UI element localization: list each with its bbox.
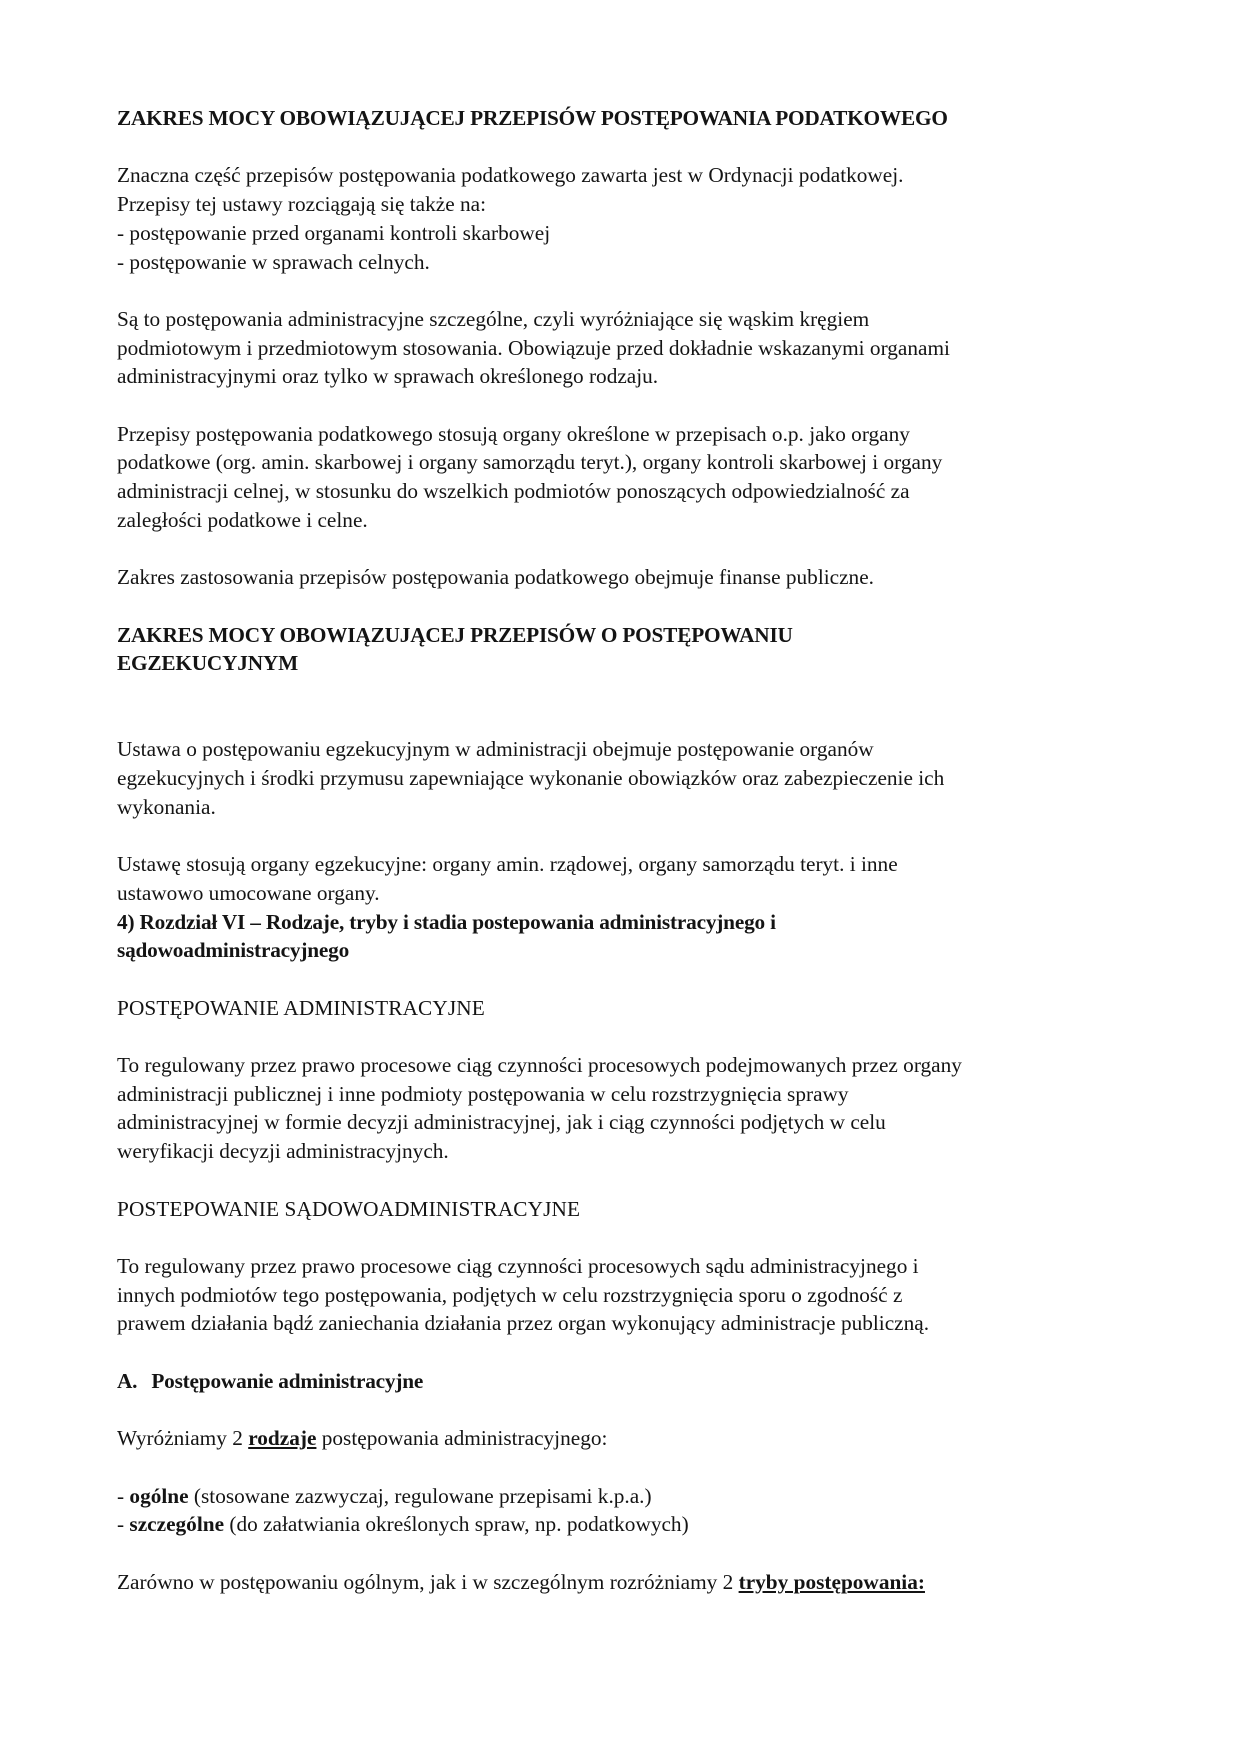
emphasis-modes: tryby postępowania: [738, 1569, 925, 1594]
list-term: szczególne [129, 1512, 225, 1537]
text-line: Ustawę stosują organy egzekucyjne: organy amin. rządowej, organy samorządu teryt. i inne [117, 852, 898, 877]
heading-line: sądowoadministracyjnego [117, 938, 350, 963]
list-dash: - [117, 1512, 130, 1537]
text-line: To regulowany przez prawo procesowe ciąg czynności procesowych podejmowanych przez organy [117, 1053, 962, 1078]
list-description: (do załatwiania określonych spraw, np. podatkowych) [224, 1512, 689, 1537]
text-line: To regulowany przez prawo procesowe ciąg czynności procesowych sądu administracyjnego i [117, 1253, 919, 1278]
list-item: - postępowanie w sprawach celnych. [117, 249, 430, 274]
text-fragment: Zarówno w postępowaniu ogólnym, jak i w szczególnym rozróżniamy 2 [117, 1569, 739, 1594]
heading-line: 4) Rozdział VI – Rodzaje, tryby i stadia postepowania administracyjnego i [117, 909, 776, 934]
paragraph-tax-organs [117, 420, 1122, 535]
list-item-special [117, 1510, 1122, 1539]
list-dash: - [117, 1483, 130, 1508]
list-item: - postępowanie przed organami kontroli skarbowej [117, 220, 551, 245]
heading-line: ZAKRES MOCY OBOWIĄZUJĄCEJ PRZEPISÓW O POSTĘPOWANIU [117, 622, 793, 647]
text-line: administracji publicznej i inne podmioty postępowania w celu rozstrzygnięcia sprawy [117, 1081, 849, 1106]
paragraph-administrative-definition [117, 1051, 1122, 1166]
text-line: administracyjnymi oraz tylko w sprawach określonego rodzaju. [117, 364, 659, 389]
emphasis-types: rodzaje [248, 1426, 317, 1451]
text-line: Są to postępowania administracyjne szczególne, czyli wyróżniające się wąskim kręgiem [117, 306, 870, 331]
section-marker: A. [117, 1368, 138, 1393]
text-line: Przepisy tej ustawy rozciągają się także na: [117, 192, 486, 217]
text-line: prawem działania bądź zaniechania działania przez organ wykonujący administracje publiczną. [117, 1311, 930, 1336]
list-term: ogólne [129, 1483, 189, 1508]
text-line: ustawowo umocowane organy. [117, 880, 380, 905]
list-item-general [117, 1482, 1122, 1511]
text-line: wykonania. [117, 794, 216, 819]
heading-section-a [117, 1367, 1122, 1396]
text-line: podmiotowym i przedmiotowym stosowania. Obowiązuje przed dokładnie wskazanymi organami [117, 335, 950, 360]
paragraph-scope [117, 563, 1122, 592]
heading-administrative-procedure: POSTĘPOWANIE ADMINISTRACYJNE [117, 995, 485, 1020]
text-line: weryfikacji decyzji administracyjnych. [117, 1139, 449, 1164]
text-line: administracji celnej, w stosunku do wszelkich podmiotów ponoszących odpowiedzialność za [117, 479, 910, 504]
paragraph-enforcement-organs [117, 850, 1122, 907]
text-line: Ustawa o postępowaniu egzekucyjnym w administracji obejmuje postępowanie organów [117, 737, 874, 762]
heading-court-procedure: POSTEPOWANIE SĄDOWOADMINISTRACYJNE [117, 1196, 581, 1221]
section-title: Postępowanie administracyjne [151, 1368, 424, 1393]
paragraph-tax-ordinance [117, 161, 1122, 276]
text-line: Znaczna część przepisów postępowania podatkowego zawarta jest w Ordynacji podatkowej. [117, 163, 904, 188]
text-fragment: Wyróżniamy 2 [117, 1426, 249, 1451]
text-line: egzekucyjnych i środki przymusu zapewniające wykonanie obowiązków oraz zabezpieczenie ich [117, 766, 945, 791]
paragraph-modes [117, 1568, 1122, 1597]
text-line: administracyjnej w formie decyzji administracyjnej, jak i ciąg czynności podjętych w celu [117, 1110, 886, 1135]
text-line: zaległości podatkowe i celne. [117, 507, 368, 532]
heading-line: EGZEKUCYJNYM [117, 651, 298, 676]
paragraph-court-definition [117, 1252, 1122, 1338]
text-line: Przepisy postępowania podatkowego stosują organy określone w przepisach o.p. jako organy [117, 421, 910, 446]
text-fragment: postępowania administracyjnego: [316, 1426, 608, 1451]
heading-chapter-vi [117, 908, 1122, 965]
heading-enforcement-procedure [117, 621, 1122, 678]
heading-tax-procedure: ZAKRES MOCY OBOWIĄZUJĄCEJ PRZEPISÓW POSTĘPOWANIA PODATKOWEGO [117, 106, 948, 130]
text-line: podatkowe (org. amin. skarbowej i organy samorządu teryt.), organy kontroli skarbowej i organy [117, 450, 943, 475]
list-description: (stosowane zazwyczaj, regulowane przepisami k.p.a.) [188, 1483, 652, 1508]
paragraph-special-procedures [117, 305, 1122, 391]
types-list [117, 1482, 1122, 1539]
paragraph-enforcement-act [117, 735, 1122, 821]
text-line: innych podmiotów tego postępowania, podjętych w celu rozstrzygnięcia sporu o zgodność z [117, 1282, 903, 1307]
paragraph-types [117, 1424, 1122, 1453]
document-page [117, 104, 1122, 1596]
text-line: Zakres zastosowania przepisów postępowania podatkowego obejmuje finanse publiczne. [117, 565, 874, 590]
